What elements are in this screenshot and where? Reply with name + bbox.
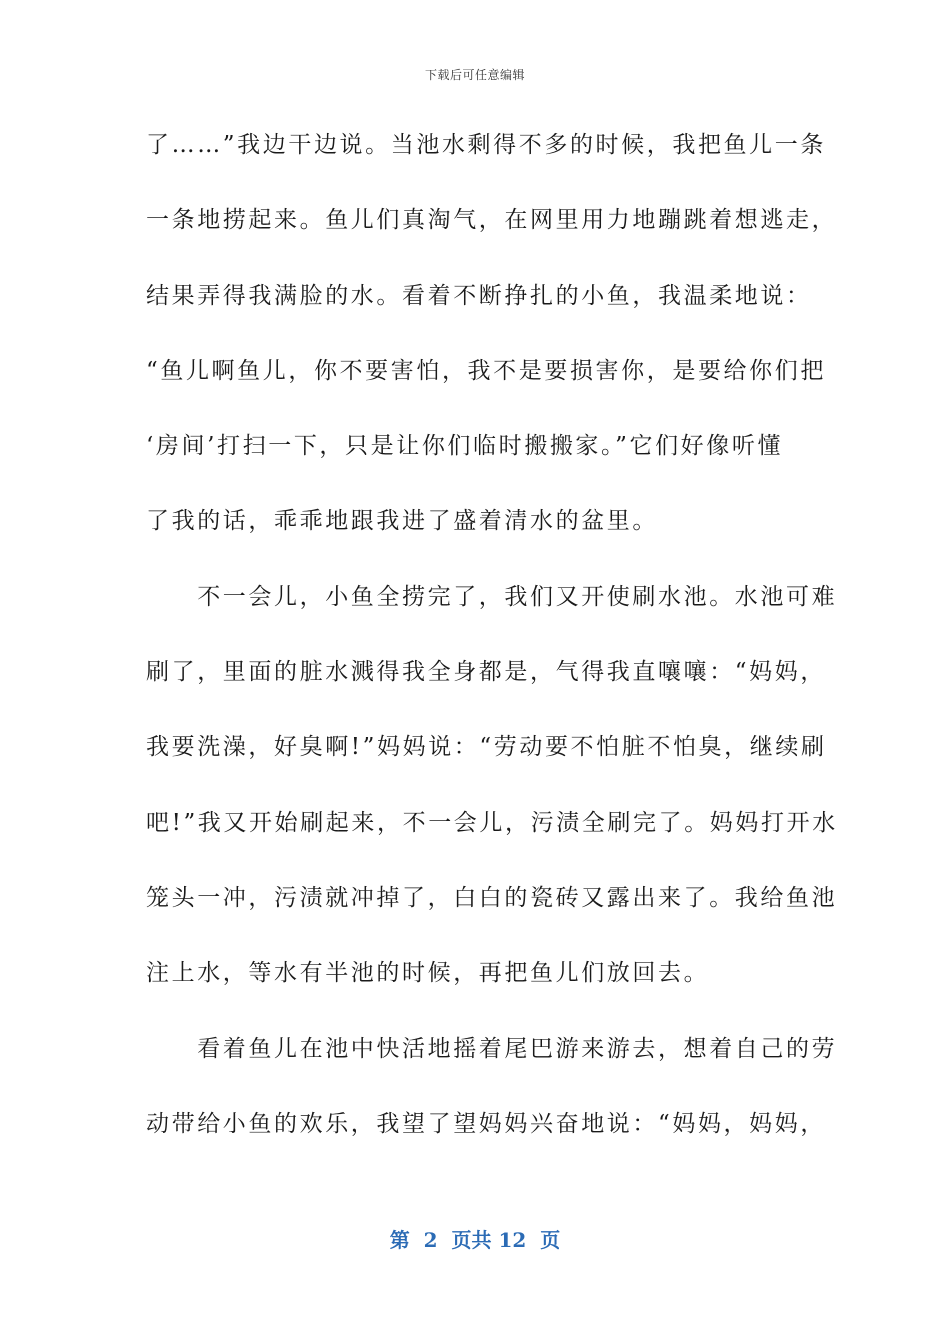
text-line: 一条地捞起来。鱼儿们真淘气，在网里用力地蹦跳着想逃走，	[146, 207, 838, 234]
text-line: 动带给小鱼的欢乐，我望了望妈妈兴奋地说：“妈妈，妈妈，	[146, 1110, 826, 1137]
text-line: 吧!”我又开始刷起来，不一会儿，污渍全刷完了。妈妈打开水	[146, 809, 838, 836]
text-line: 结果弄得我满脸的水。看着不断挣扎的小鱼，我温柔地说：	[146, 282, 812, 309]
text-line: 看着鱼儿在池中快活地摇着尾巴游来游去，想着自己的劳	[146, 1035, 838, 1062]
text-line: “鱼儿啊鱼儿，你不要害怕，我不是要损害你，是要给你们把	[146, 357, 826, 384]
text-line: 注上水，等水有半池的时候，再把鱼儿们放回去。	[146, 960, 710, 987]
text-line: 笼头一冲，污渍就冲掉了，白白的瓷砖又露出来了。我给鱼池	[146, 884, 838, 911]
text-line: 了我的话，乖乖地跟我进了盛着清水的盆里。	[146, 508, 658, 535]
text-line: 刷了，里面的脏水溅得我全身都是，气得我直嚷嚷：“妈妈，	[146, 659, 826, 686]
text-line: 了……”我边干边说。当池水剩得不多的时候，我把鱼儿一条	[146, 132, 826, 158]
text-line: 我要洗澡，好臭啊!”妈妈说：“劳动要不怕脏不怕臭，继续刷	[146, 734, 827, 761]
body-text	[146, 108, 838, 1162]
page-number-footer: 第 2 页共 12 页	[389, 1228, 561, 1252]
header-note: 下载后可任意编辑	[424, 68, 525, 82]
text-line: 不一会儿，小鱼全捞完了，我们又开使刷水池。水池可难	[146, 583, 838, 610]
text-line: ‘房间’打扫一下，只是让你们临时搬搬家。”它们好像听懂	[146, 433, 784, 460]
